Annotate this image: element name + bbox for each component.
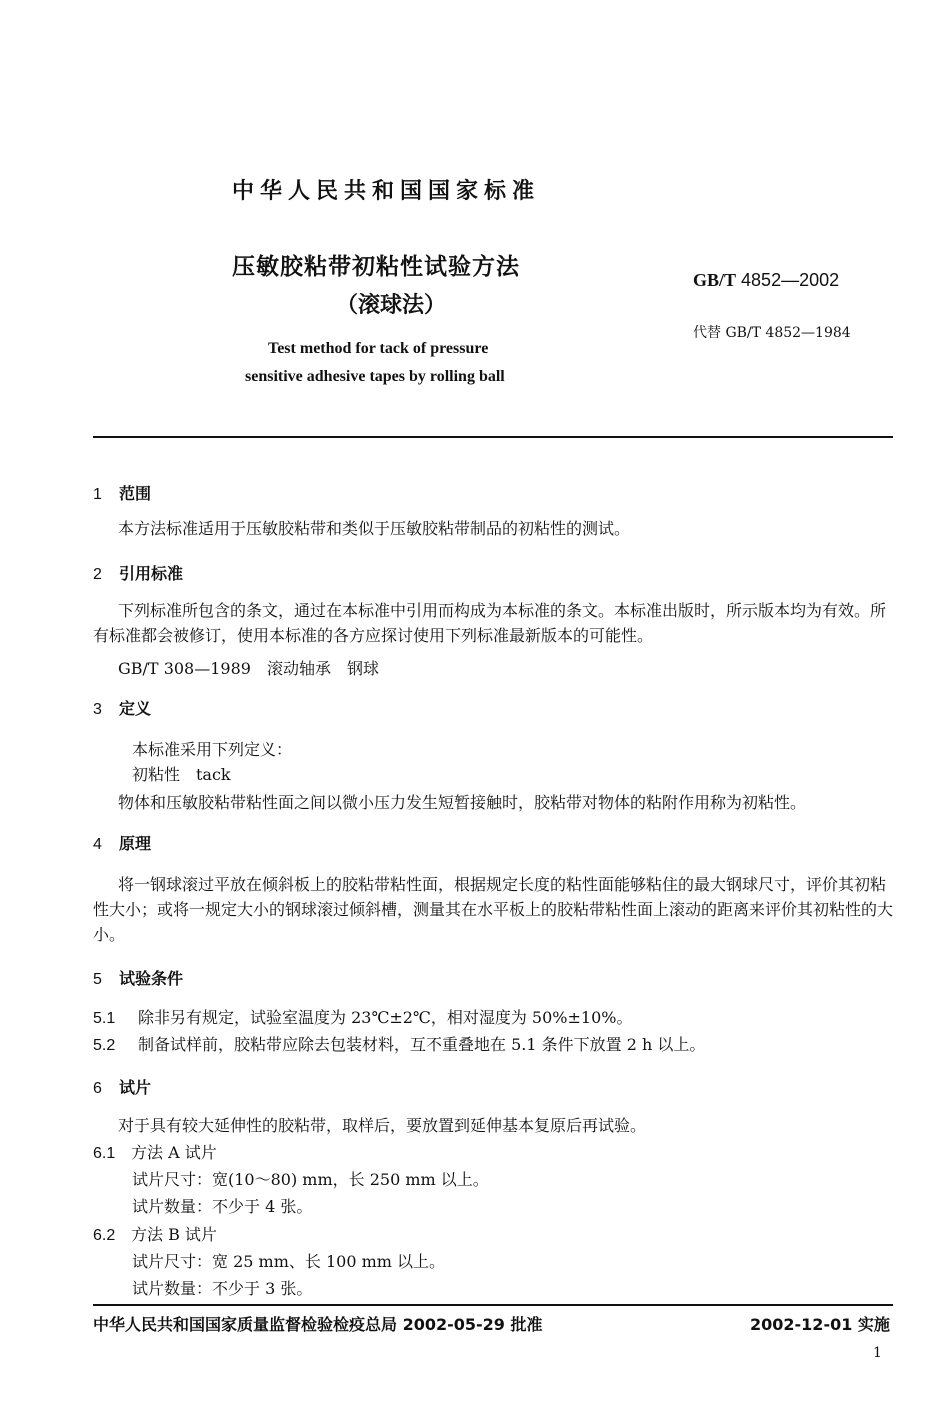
clause-5-1: 5.1 除非另有规定，试验室温度为 23℃±2℃，相对湿度为 50%±10%。 [93, 1008, 633, 1027]
effective-date: 2002-12-01 实施 [750, 1315, 890, 1334]
clause-6-2-qty: 试片数量：不少于 3 张。 [132, 1279, 313, 1298]
header-rule [93, 436, 893, 438]
section-6-heading: 6 试片 [93, 1078, 152, 1097]
subtitle-cn: （滚球法） [336, 293, 447, 318]
clause-6-1-qty: 试片数量：不少于 4 张。 [132, 1197, 313, 1216]
code-prefix: GB/T [693, 270, 737, 290]
clause-6-1: 6.1 方法 A 试片 [93, 1143, 217, 1162]
clause-5-2: 5.2 制备试样前，胶粘带应除去包装材料，互不重叠地在 5.1 条件下放置 2 h 以上。 [93, 1035, 706, 1054]
page-number: 1 [873, 1345, 882, 1361]
replaces-note: 代替 GB/T 4852—1984 [693, 325, 851, 341]
clause-6-1-size: 试片尺寸：宽(10～80) mm，长 250 mm 以上。 [132, 1170, 489, 1189]
footer-rule [93, 1304, 893, 1306]
section-2-heading: 2 引用标准 [93, 564, 184, 583]
section-3-intro: 本标准采用下列定义： [132, 740, 293, 759]
approval-note: 中华人民共和国国家质量监督检验检疫总局 2002-05-29 批准 [93, 1315, 543, 1334]
section-6-intro: 对于具有较大延伸性的胶粘带，取样后，要放置到延伸基本复原后再试验。 [118, 1116, 647, 1135]
section-5-heading: 5 试验条件 [93, 969, 184, 988]
title-en-line2: sensitive adhesive tapes by rolling ball [245, 368, 505, 385]
title-cn: 压敏胶粘带初粘性试验方法 [232, 254, 520, 280]
section-3-term: 初粘性 tack [132, 765, 231, 784]
section-2-ref: GB/T 308—1989 滚动轴承 钢球 [118, 659, 379, 678]
section-3-definition: 物体和压敏胶粘带粘性面之间以微小压力发生短暂接触时，胶粘带对物体的粘附作用称为初粘性。 [118, 793, 807, 812]
clause-6-2: 6.2 方法 B 试片 [93, 1225, 217, 1244]
section-1-text: 本方法标准适用于压敏胶粘带和类似于压敏胶粘带制品的初粘性的测试。 [118, 519, 631, 538]
clause-6-2-size: 试片尺寸：宽 25 mm、长 100 mm 以上。 [132, 1252, 446, 1271]
standard-code [693, 270, 839, 291]
section-4-text: 将一钢球滚过平放在倾斜板上的胶粘带粘性面，根据规定长度的粘性面能够粘住的最大钢球尺寸，评价其初粘性大小；或将一规定大小的钢球滚过倾斜槽，测量其在水平板上的胶粘带粘性面上滚动的距离来评价其初粘性的大小。 [93, 875, 894, 944]
section-3-heading: 3 定义 [93, 699, 152, 718]
code-number: 4852—2002 [741, 270, 840, 290]
section-2-text: 下列标准所包含的条文，通过在本标准中引用而构成为本标准的条文。本标准出版时，所示版本均为有效。所有标准都会被修订，使用本标准的各方应探讨使用下列标准最新版本的可能性。 [93, 601, 887, 645]
section-1-heading: 1 范围 [93, 484, 152, 503]
title-en-line1: Test method for tack of pressure [268, 340, 489, 357]
standard-org: 中华人民共和国国家标准 [232, 179, 541, 204]
section-4-heading: 4 原理 [93, 834, 152, 853]
